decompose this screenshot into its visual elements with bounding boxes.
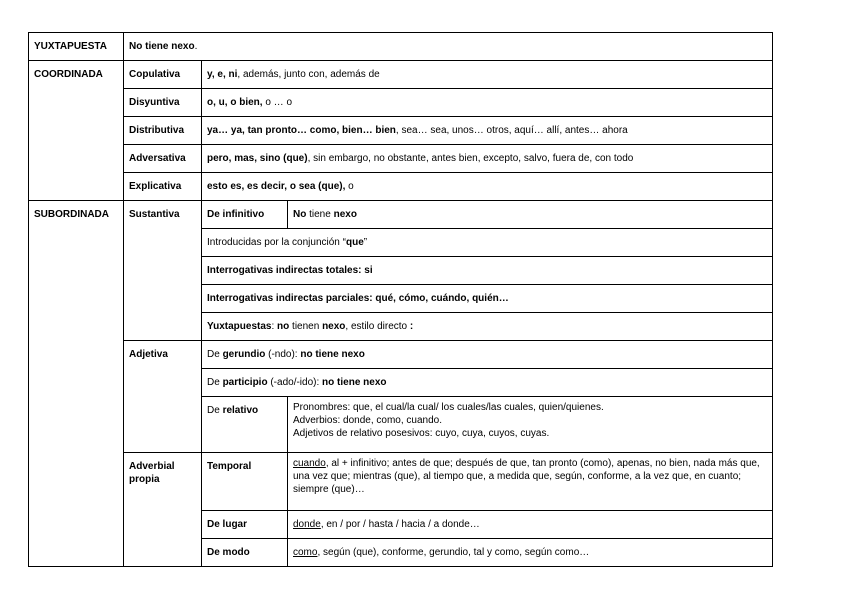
gerundio-text: De gerundio (-ndo): no tiene nexo [202,341,773,369]
adversativa-nexos: pero, mas, sino (que), sin embargo, no obstante, antes bien, excepto, salvo, fuera de, con todo [202,145,773,173]
yuxtapuesta-nexo: No tiene nexo. [124,33,773,61]
conjunction-table [28,32,773,567]
row-yuxtapuesta [29,33,773,61]
copulativa-nexos: y, e, ni, además, junto con, además de [202,61,773,89]
row-explicativa [29,173,773,201]
copulativa-label: Copulativa [124,61,202,89]
adverbial-label: Adverbial propia [124,453,202,567]
temporal-label: Temporal [202,453,288,511]
disyuntiva-label: Disyuntiva [124,89,202,117]
adversativa-label: Adversativa [124,145,202,173]
disyuntiva-nexos: o, u, o bien, o … o [202,89,773,117]
row-distributiva [29,117,773,145]
coordinada-label: COORDINADA [29,61,124,201]
relativo-pronombres: Pronombres: que, el cual/la cual/ los cuales/las cuales, quien/quienes. [293,402,604,413]
row-gerundio [29,341,773,369]
relativo-adjetivos: Adjetivos de relativo posesivos: cuyo, cuya, cuyos, cuyas. [293,428,550,439]
yuxtapuesta-label: YUXTAPUESTA [29,33,124,61]
parciales-text: Interrogativas indirectas parciales: qué, cómo, cuándo, quién… [202,285,773,313]
sustantiva-label: Sustantiva [124,201,202,341]
distributiva-label: Distributiva [124,117,202,145]
relativo-adverbios: Adverbios: donde, como, cuando. [293,415,442,426]
relativo-label: De relativo [202,397,288,453]
row-copulativa [29,61,773,89]
lugar-text: donde, en / por / hasta / hacia / a donde… [288,511,773,539]
infinitivo-label: De infinitivo [202,201,288,229]
row-temporal [29,453,773,511]
temporal-text: cuando, al + infinitivo; antes de que; después de que, tan pronto (como), apenas, no bien, nada más que, una vez que; mientras (que), al tiempo que, a medida que, según, conforme, a la vez que, en cuanto; siempre (que)… [288,453,773,511]
lugar-label: De lugar [202,511,288,539]
infinitivo-nexo: No tiene nexo [288,201,773,229]
subordinada-label: SUBORDINADA [29,201,124,567]
adjetiva-label: Adjetiva [124,341,202,453]
modo-text: como, según (que), conforme, gerundio, tal y como, según como… [288,539,773,567]
row-disyuntiva [29,89,773,117]
yuxtapuestas-text: Yuxtapuestas: no tienen nexo, estilo directo : [202,313,773,341]
relativo-text [288,397,773,453]
row-adversativa [29,145,773,173]
explicativa-label: Explicativa [124,173,202,201]
row-infinitivo [29,201,773,229]
introducidas-text: Introducidas por la conjunción “que” [202,229,773,257]
modo-label: De modo [202,539,288,567]
distributiva-nexos: ya… ya, tan pronto… como, bien… bien, sea… sea, unos… otros, aquí… allí, antes… ahora [202,117,773,145]
explicativa-nexos: esto es, es decir, o sea (que), o [202,173,773,201]
participio-text: De participio (-ado/-ido): no tiene nexo [202,369,773,397]
totales-text: Interrogativas indirectas totales: si [202,257,773,285]
